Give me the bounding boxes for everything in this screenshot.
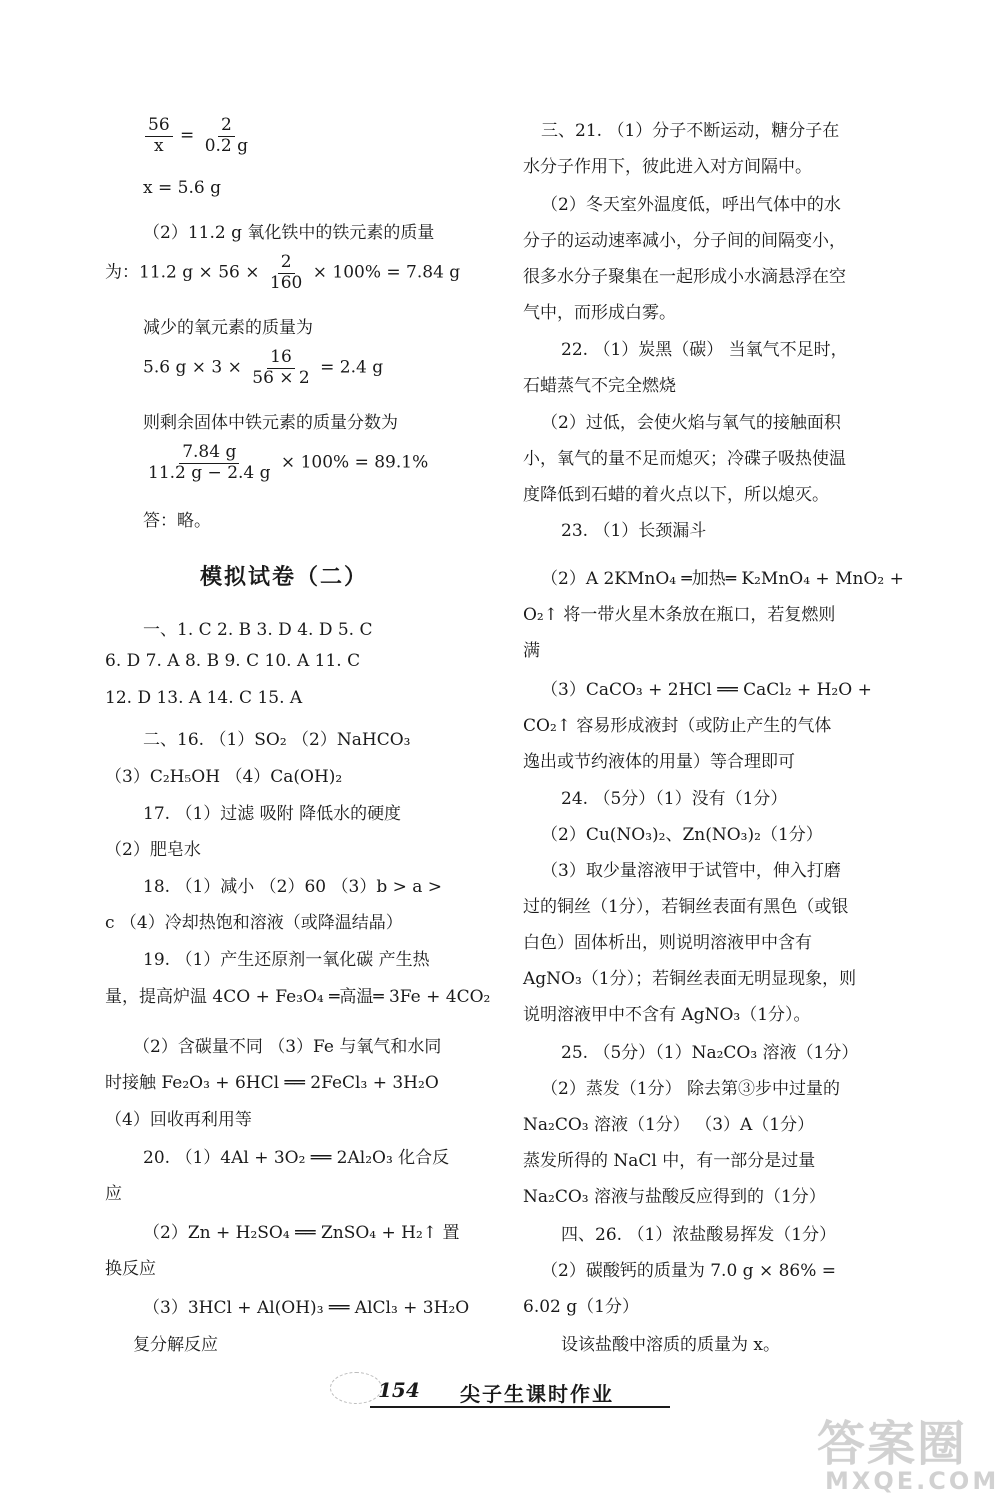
answer-line: （4）回收再利用等 — [105, 1110, 252, 1130]
answer-line: 量，提高炉温 4CO + Fe₃O₄ ═高温═ 3Fe + 4CO₂ — [105, 987, 491, 1007]
answer-line: （2）肥皂水 — [105, 840, 201, 860]
answer-line: 很多水分子聚集在一起形成小水滴悬浮在空 — [523, 267, 846, 287]
footer-rule — [370, 1406, 670, 1408]
answer-line: （3）3HCl + Al(OH)₃ ══ AlCl₃ + 3H₂O — [143, 1298, 470, 1318]
answer-line: 答：略。 — [143, 511, 211, 531]
footer-ornament — [330, 1372, 382, 1404]
fraction-equation: $\frac{56}{x}$ = $\frac{2}{0.2 g}$ — [143, 116, 253, 156]
answer-line: 6.02 g（1分） — [523, 1297, 639, 1317]
answer-line: （2）11.2 g 氧化铁中的铁元素的质量 — [143, 223, 435, 243]
page-footer — [330, 1378, 675, 1418]
answer-line: 应 — [105, 1184, 122, 1204]
answer-line: 时接触 Fe₂O₃ + 6HCl ══ 2FeCl₃ + 3H₂O — [105, 1073, 439, 1093]
answer-line: 逸出或节约液体的用量）等合理即可 — [523, 752, 795, 772]
answer-line: （2）A 2KMnO₄ ═加热═ K₂MnO₄ + MnO₂ + — [541, 569, 904, 589]
watermark-logo — [805, 1405, 1000, 1500]
answer-line: 分子的运动速率减小，分子间的间隔变小， — [523, 231, 846, 251]
page-number: 154 — [378, 1378, 420, 1402]
answer-line: Na₂CO₃ 溶液（1分） （3）A（1分） — [523, 1115, 815, 1135]
answer-line: 度降低到石蜡的着火点以下，所以熄灭。 — [523, 485, 829, 505]
answer-line: 12. D 13. A 14. C 15. A — [105, 688, 303, 708]
section-title: 模拟试卷（二） — [200, 565, 369, 590]
answer-line: 满 — [523, 641, 540, 661]
answer-line: 6. D 7. A 8. B 9. C 10. A 11. C — [105, 651, 361, 671]
answer-line: 四、26. （1）浓盐酸易挥发（1分） — [561, 1225, 837, 1245]
answer-line: 17. （1）过滤 吸附 降低水的硬度 — [143, 804, 402, 824]
answer-line: x = 5.6 g — [143, 178, 221, 198]
fraction: $\frac{7.84 g}{11.2 g - 2.4 g}$ — [148, 442, 271, 483]
fraction: $\frac{16}{56 \times 2}$ — [252, 347, 310, 388]
answer-line: 复分解反应 — [133, 1335, 218, 1355]
answer-line: 换反应 — [105, 1259, 156, 1279]
answer-line: 18. （1）减小 （2）60 （3）b > a > — [143, 877, 443, 897]
answer-line: 小，氧气的量不足而熄灭；冷碟子吸热使温 — [523, 449, 846, 469]
answer-line: Na₂CO₃ 溶液与盐酸反应得到的（1分） — [523, 1187, 826, 1207]
answer-line: AgNO₃（1分）；若铜丝表面无明显现象，则 — [523, 969, 857, 989]
answer-line: 减少的氧元素的质量为 — [143, 318, 313, 338]
answer-line: （3）CaCO₃ + 2HCl ══ CaCl₂ + H₂O + — [541, 680, 872, 700]
answer-line: 过的铜丝（1分），若铜丝表面有黑色（或银 — [523, 897, 849, 917]
answer-line: 20. （1）4Al + 3O₂ ══ 2Al₂O₃ 化合反 — [143, 1148, 450, 1168]
fraction: $\frac{56}{x}$ — [145, 116, 173, 156]
fraction: $\frac{2}{160}$ — [269, 252, 303, 293]
answer-line: （2）冬天室外温度低，呼出气体中的水 — [541, 195, 841, 215]
answer-line: 25. （5分）（1）Na₂CO₃ 溶液（1分） — [561, 1043, 859, 1063]
answer-line: CO₂↑ 容易形成液封（或防止产生的气体 — [523, 716, 832, 736]
answer-line: （2）Zn + H₂SO₄ ══ ZnSO₄ + H₂↑ 置 — [143, 1223, 460, 1243]
answer-line: 说明溶液甲中不含有 AgNO₃（1分）。 — [523, 1005, 811, 1025]
fraction: $\frac{2}{0.2 g}$ — [204, 115, 249, 156]
answer-line: O₂↑ 将一带火星木条放在瓶口，若复燃则 — [523, 605, 836, 625]
answer-line: 三、21. （1）分子不断运动，糖分子在 — [541, 121, 840, 141]
answer-line: 二、16. （1）SO₂ （2）NaHCO₃ — [143, 730, 411, 750]
answer-line: 23. （1）长颈漏斗 — [561, 521, 707, 541]
answer-line: 气中，而形成白雾。 — [523, 303, 676, 323]
answer-line: （2）含碳量不同 （3）Fe 与氧气和水同 — [133, 1037, 442, 1057]
answer-line: （2）蒸发（1分） 除去第③步中过量的 — [541, 1079, 841, 1099]
fraction-equation: $\frac{7.84 g}{11.2 g - 2.4 g}$ × 100% = 89.1% — [143, 443, 428, 483]
watermark-text: 答案圈 — [817, 1416, 968, 1472]
answer-line: 则剩余固体中铁元素的质量分数为 — [143, 413, 398, 433]
fraction-equation: 5.6 g × 3 × $\frac{16}{56 \times 2}$ = 2.4 g — [143, 347, 384, 388]
answer-line: （2）Cu(NO₃)₂、Zn(NO₃)₂（1分） — [541, 825, 823, 845]
answer-line: 22. （1）炭黑（碳） 当氧气不足时， — [561, 340, 848, 360]
answer-line: c （4）冷却热饱和溶液（或降温结晶） — [105, 913, 403, 933]
answer-line: （3）C₂H₅OH （4）Ca(OH)₂ — [105, 767, 343, 787]
answer-line: 设该盐酸中溶质的质量为 x。 — [561, 1335, 780, 1355]
answer-line: 水分子作用下，彼此进入对方间隔中。 — [523, 157, 812, 177]
answer-line: 19. （1）产生还原剂一氧化碳 产生热 — [143, 950, 430, 970]
answer-line: （3）取少量溶液甲于试管中，伸入打磨 — [541, 861, 841, 881]
answer-line: 24. （5分）（1）没有（1分） — [561, 789, 788, 809]
answer-line: 蒸发所得的 NaCl 中，有一部分是过量 — [523, 1151, 816, 1171]
answer-line: （2）过低，会使火焰与氧气的接触面积 — [541, 413, 841, 433]
watermark-url: MXQE.COM — [825, 1467, 1000, 1495]
answer-line: 一、1. C 2. B 3. D 4. D 5. C — [143, 620, 373, 640]
answer-line: 白色）固体析出，则说明溶液甲中含有 — [523, 933, 812, 953]
answer-line: （2）碳酸钙的质量为 7.0 g × 86% = — [541, 1261, 837, 1281]
answer-line: 石蜡蒸气不完全燃烧 — [523, 376, 676, 396]
fraction-equation: 为：11.2 g × 56 × $\frac{2}{160}$ × 100% = 7.84 g — [105, 252, 461, 293]
book-title: 尖子生课时作业 — [460, 1382, 614, 1406]
